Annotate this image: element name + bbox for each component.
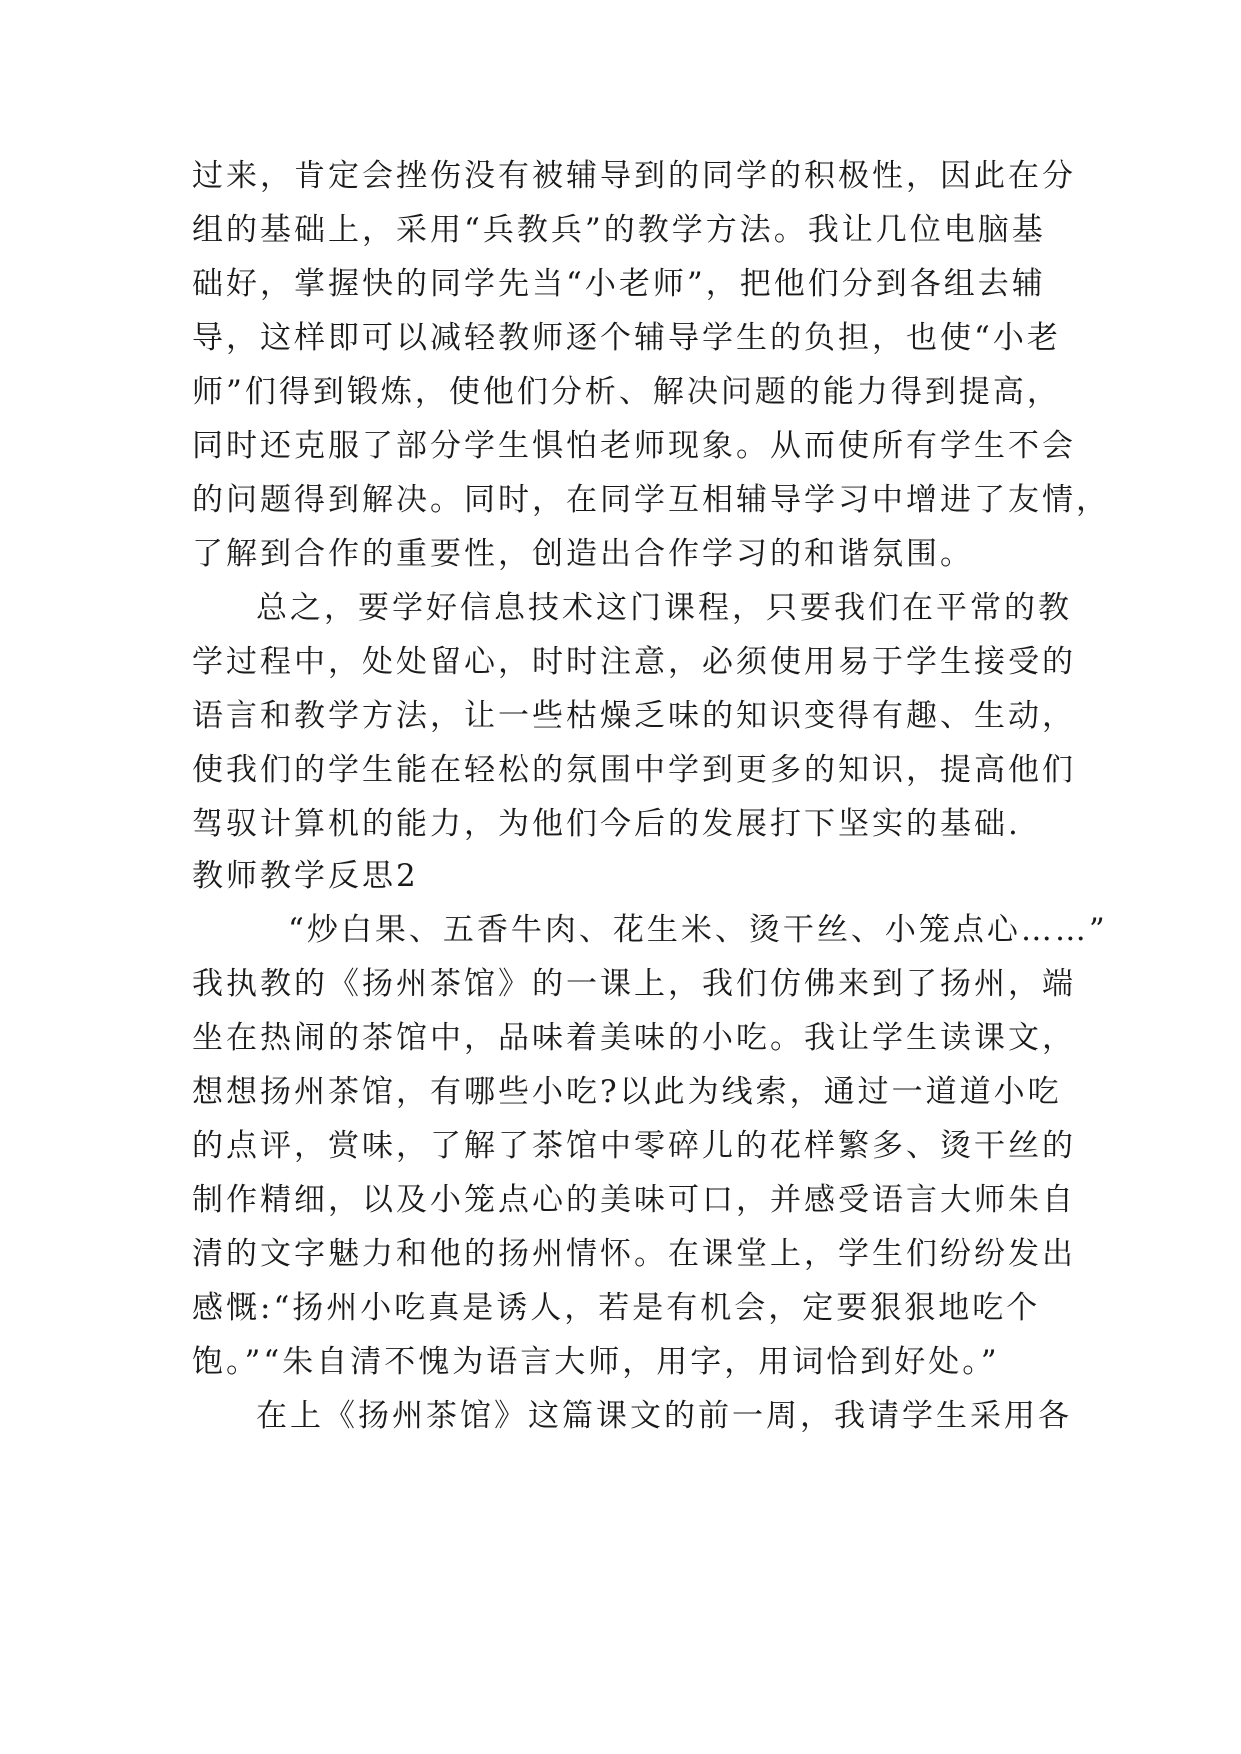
- text-line: 驾驭计算机的能力，为他们今后的发展打下坚实的基础.: [192, 806, 1021, 842]
- text-line: 的问题得到解决。同时，在同学互相辅导学习中增进了友情，: [192, 482, 1110, 518]
- text-line: 了解到合作的重要性，创造出合作学习的和谐氛围。: [192, 536, 974, 572]
- text-line: 学过程中，处处留心，时时注意，必须使用易于学生接受的: [192, 644, 1076, 680]
- text-line: 坐在热闹的茶馆中，品味着美味的小吃。我让学生读课文，: [192, 1020, 1076, 1056]
- text-line: 制作精细，以及小笼点心的美味可口，并感受语言大师朱自: [192, 1182, 1076, 1218]
- paragraph-first-line: 在上《扬州茶馆》这篇课文的前一周，我请学生采用各: [256, 1398, 1072, 1434]
- text-line: 感慨:“扬州小吃真是诱人，若是有机会，定要狠狠地吃个: [192, 1290, 1041, 1326]
- text-line: 语言和教学方法，让一些枯燥乏味的知识变得有趣、生动，: [192, 698, 1076, 734]
- text-line: 组的基础上，采用“兵教兵”的教学方法。我让几位电脑基: [192, 212, 1046, 248]
- text-line: 师”们得到锻炼，使他们分析、解决问题的能力得到提高，: [192, 374, 1061, 410]
- text-line: 导，这样即可以减轻教师逐个辅导学生的负担，也使“小老: [192, 320, 1061, 356]
- text-line: 想想扬州茶馆，有哪些小吃?以此为线索，通过一道道小吃: [192, 1074, 1062, 1110]
- text-line: 清的文字魅力和他的扬州情怀。在课堂上，学生们纷纷发出: [192, 1236, 1076, 1272]
- text-line: 饱。”“朱自清不愧为语言大师，用字，用词恰到好处。”: [192, 1344, 1000, 1380]
- text-line: 的点评，赏味，了解了茶馆中零碎儿的花样繁多、烫干丝的: [192, 1128, 1076, 1164]
- paragraph-first-line: “炒白果、五香牛肉、花生米、烫干丝、小笼点心……”: [288, 912, 1108, 948]
- section-title: 教师教学反思2: [192, 858, 419, 894]
- text-line: 础好，掌握快的同学先当“小老师”，把他们分到各组去辅: [192, 266, 1046, 302]
- text-line: 过来，肯定会挫伤没有被辅导到的同学的积极性，因此在分: [192, 158, 1076, 194]
- text-line: 同时还克服了部分学生惧怕老师现象。从而使所有学生不会: [192, 428, 1076, 464]
- paragraph-first-line: 总之，要学好信息技术这门课程，只要我们在平常的教: [256, 590, 1072, 626]
- text-line: 使我们的学生能在轻松的氛围中学到更多的知识，提高他们: [192, 752, 1076, 788]
- text-line: 我执教的《扬州茶馆》的一课上，我们仿佛来到了扬州，端: [192, 966, 1076, 1002]
